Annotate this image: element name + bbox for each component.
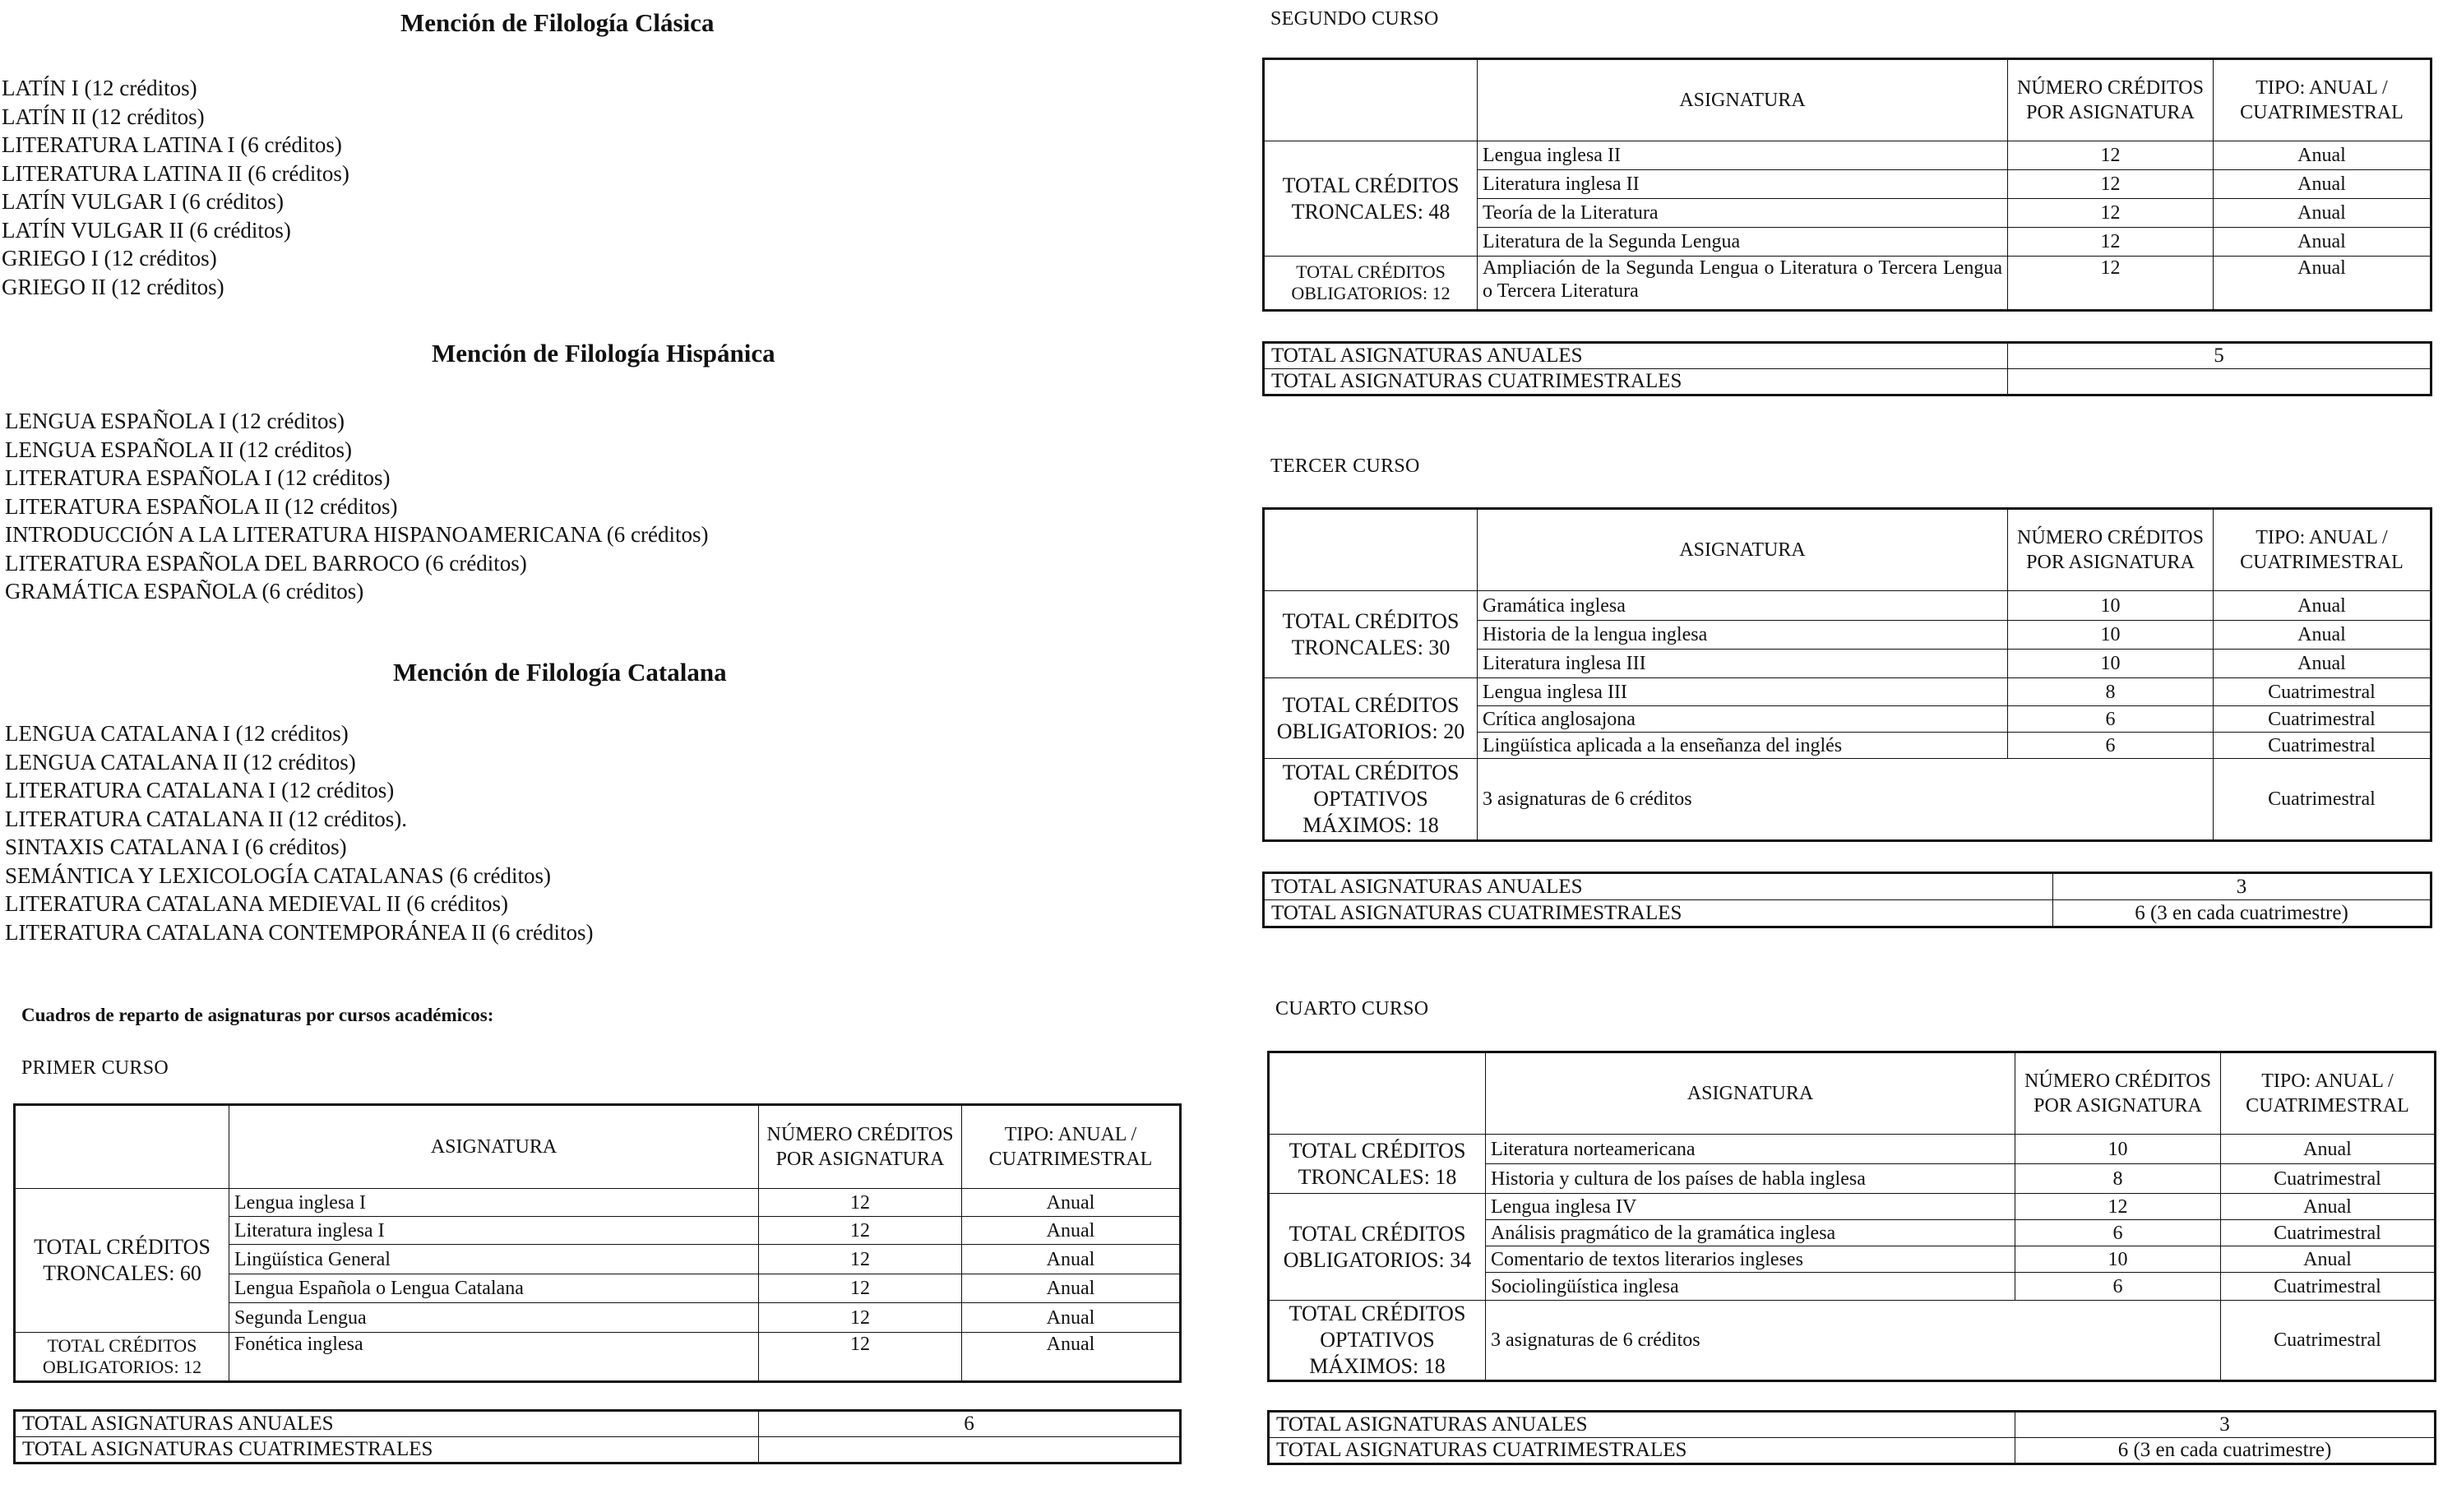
mention-title-hispanica: Mención de Filología Hispánica <box>432 339 775 368</box>
list-item: LENGUA ESPAÑOLA I (12 créditos) <box>5 409 345 433</box>
list-item: LITERATURA CATALANA CONTEMPORÁNEA II (6 créditos) <box>5 919 594 945</box>
totals-value-semester <box>759 1437 1181 1463</box>
column-header-credits: NÚMERO CRÉDITOS POR ASIGNATURA <box>759 1105 962 1189</box>
column-header-type: TIPO: ANUAL / CUATRIMESTRAL <box>2214 509 2431 591</box>
list-item: LENGUA ESPAÑOLA II (12 créditos) <box>5 437 352 462</box>
credits-cell: 10 <box>2015 1135 2221 1164</box>
column-header-type: TIPO: ANUAL / CUATRIMESTRAL <box>2221 1052 2436 1135</box>
totals-value-semester <box>2008 369 2431 395</box>
subject-cell: Historia de la lengua inglesa <box>1478 621 2008 650</box>
distribution-heading: Cuadros de reparto de asignaturas por cursos académicos: <box>21 1005 494 1025</box>
credits-cell: 10 <box>2008 621 2214 650</box>
course-table-cuarto <box>1267 1051 2436 1382</box>
credits-cell: 12 <box>759 1245 962 1274</box>
totals-label-annual: TOTAL ASIGNATURAS ANUALES <box>1269 1412 2015 1438</box>
type-cell: Anual <box>2221 1246 2436 1273</box>
type-cell: Cuatrimestral <box>2221 1301 2436 1381</box>
subject-cell: Lengua Española o Lengua Catalana <box>229 1274 759 1303</box>
credits-cell: 12 <box>759 1189 962 1217</box>
type-cell: Anual <box>2221 1194 2436 1220</box>
course-table-segundo <box>1262 58 2432 312</box>
group-label-troncales: TOTAL CRÉDITOS TRONCALES: 30 <box>1264 591 1478 678</box>
totals-value-annual: 5 <box>2008 343 2431 369</box>
subject-cell: Teoría de la Literatura <box>1478 199 2008 228</box>
list-item: GRAMÁTICA ESPAÑOLA (6 créditos) <box>5 579 364 603</box>
column-header-subject: ASIGNATURA <box>229 1105 759 1189</box>
totals-label-annual: TOTAL ASIGNATURAS ANUALES <box>1264 873 2053 900</box>
totals-value-semester: 6 (3 en cada cuatrimestre) <box>2015 1438 2436 1464</box>
credits-cell: 10 <box>2008 650 2214 678</box>
subject-cell: Ampliación de la Segunda Lengua o Literatura o Tercera Lengua o Tercera Literatura <box>1478 257 2008 311</box>
type-cell: Anual <box>2214 141 2431 170</box>
list-item: LITERATURA ESPAÑOLA DEL BARROCO (6 créditos) <box>5 550 527 576</box>
list-item: GRIEGO I (12 créditos) <box>2 246 217 270</box>
list-item: LATÍN II (12 créditos) <box>2 104 205 129</box>
list-item: LITERATURA LATINA I (6 créditos) <box>2 132 342 157</box>
subject-cell: Literatura norteamericana <box>1486 1135 2015 1164</box>
totals-label-annual: TOTAL ASIGNATURAS ANUALES <box>15 1411 759 1437</box>
credits-cell: 12 <box>2015 1194 2221 1220</box>
type-cell: Anual <box>962 1189 1181 1217</box>
column-header-subject: ASIGNATURA <box>1478 59 2008 141</box>
type-cell: Anual <box>2221 1135 2436 1164</box>
table-header-row <box>1264 509 2431 591</box>
course-title-segundo: SEGUNDO CURSO <box>1270 8 1439 30</box>
table-corner-cell <box>1264 59 1478 141</box>
column-header-credits: NÚMERO CRÉDITOS POR ASIGNATURA <box>2008 509 2214 591</box>
column-header-subject: ASIGNATURA <box>1486 1052 2015 1135</box>
subject-cell: Comentario de textos literarios ingleses <box>1486 1246 2015 1273</box>
type-cell: Anual <box>962 1333 1181 1382</box>
type-cell: Anual <box>2214 621 2431 650</box>
type-cell: Anual <box>2214 199 2431 228</box>
list-item: GRIEGO II (12 créditos) <box>2 274 224 299</box>
type-cell: Anual <box>2214 170 2431 199</box>
credits-cell: 8 <box>2008 678 2214 706</box>
totals-table-cuarto <box>1267 1410 2436 1465</box>
group-label-obligatorios: TOTAL CRÉDITOS OBLIGATORIOS: 12 <box>1264 257 1478 311</box>
table-row <box>1269 1438 2436 1464</box>
group-label-troncales: TOTAL CRÉDITOS TRONCALES: 48 <box>1264 141 1478 257</box>
credits-cell: 12 <box>759 1303 962 1333</box>
group-label-obligatorios: TOTAL CRÉDITOS OBLIGATORIOS: 20 <box>1264 678 1478 759</box>
table-row <box>1264 759 2431 841</box>
type-cell: Anual <box>2214 591 2431 621</box>
course-title-tercer: TERCER CURSO <box>1270 455 1420 477</box>
credits-cell: 12 <box>2008 228 2214 257</box>
type-cell: Anual <box>962 1217 1181 1245</box>
list-item: LITERATURA ESPAÑOLA II (12 créditos) <box>5 493 398 519</box>
credits-cell: 12 <box>2008 170 2214 199</box>
mention-list-catalana <box>5 719 594 946</box>
group-label-obligatorios: TOTAL CRÉDITOS OBLIGATORIOS: 12 <box>15 1333 229 1382</box>
subject-cell: Gramática inglesa <box>1478 591 2008 621</box>
totals-value-semester: 6 (3 en cada cuatrimestre) <box>2053 900 2431 927</box>
table-row <box>1264 873 2431 900</box>
subject-cell: Crítica anglosajona <box>1478 706 2008 733</box>
subject-cell: Historia y cultura de los países de habla inglesa <box>1486 1164 2015 1194</box>
subject-cell: Literatura inglesa III <box>1478 650 2008 678</box>
type-cell: Cuatrimestral <box>2221 1220 2436 1246</box>
course-title-primer: PRIMER CURSO <box>21 1057 169 1079</box>
credits-cell: 6 <box>2015 1273 2221 1301</box>
column-header-type: TIPO: ANUAL / CUATRIMESTRAL <box>2214 59 2431 141</box>
type-cell: Cuatrimestral <box>2221 1164 2436 1194</box>
type-cell: Anual <box>2214 228 2431 257</box>
list-item: LITERATURA ESPAÑOLA I (12 créditos) <box>5 465 391 490</box>
credits-cell: 12 <box>2008 141 2214 170</box>
type-cell: Cuatrimestral <box>2214 733 2431 759</box>
optional-subjects-cell: 3 asignaturas de 6 créditos <box>1486 1301 2221 1381</box>
course-title-cuarto: CUARTO CURSO <box>1275 998 1429 1020</box>
type-cell: Cuatrimestral <box>2214 678 2431 706</box>
mention-title-catalana: Mención de Filología Catalana <box>393 658 727 687</box>
type-cell: Cuatrimestral <box>2221 1273 2436 1301</box>
table-row <box>1264 591 2431 621</box>
table-corner-cell <box>1264 509 1478 591</box>
credits-cell: 12 <box>2008 257 2214 311</box>
list-item: LITERATURA CATALANA MEDIEVAL II (6 créditos) <box>5 891 509 916</box>
subject-cell: Sociolingüística inglesa <box>1486 1273 2015 1301</box>
group-label-optativos: TOTAL CRÉDITOS OPTATIVOS MÁXIMOS: 18 <box>1269 1301 1486 1381</box>
course-table-tercer <box>1262 507 2432 842</box>
subject-cell: Lengua inglesa III <box>1478 678 2008 706</box>
credits-cell: 6 <box>2008 733 2214 759</box>
course-table-primer <box>13 1103 1182 1383</box>
list-item: LATÍN VULGAR I (6 créditos) <box>2 189 284 214</box>
type-cell: Anual <box>962 1274 1181 1303</box>
table-row <box>1269 1135 2436 1164</box>
list-item: SINTAXIS CATALANA I (6 créditos) <box>5 835 347 859</box>
credits-cell: 8 <box>2015 1164 2221 1194</box>
table-header-row <box>1264 59 2431 141</box>
credits-cell: 10 <box>2015 1246 2221 1273</box>
subject-cell: Lengua inglesa I <box>229 1189 759 1217</box>
type-cell: Anual <box>2214 257 2431 311</box>
subject-cell: Literatura inglesa I <box>229 1217 759 1245</box>
subject-cell: Segunda Lengua <box>229 1303 759 1333</box>
list-item: LITERATURA LATINA II (6 créditos) <box>2 160 349 186</box>
totals-value-annual: 3 <box>2015 1412 2436 1438</box>
mention-title-clasica: Mención de Filología Clásica <box>400 8 715 37</box>
totals-label-semester: TOTAL ASIGNATURAS CUATRIMESTRALES <box>1264 369 2008 395</box>
table-header-row <box>1269 1052 2436 1135</box>
credits-cell: 12 <box>759 1274 962 1303</box>
totals-table-segundo <box>1262 341 2432 396</box>
type-cell: Anual <box>962 1303 1181 1333</box>
column-header-credits: NÚMERO CRÉDITOS POR ASIGNATURA <box>2015 1052 2221 1135</box>
subject-cell: Lingüística aplicada a la enseñanza del inglés <box>1478 733 2008 759</box>
totals-table-tercer <box>1262 872 2432 928</box>
totals-label-semester: TOTAL ASIGNATURAS CUATRIMESTRALES <box>1269 1438 2015 1464</box>
table-row <box>15 1189 1181 1217</box>
list-item: LENGUA CATALANA II (12 créditos) <box>5 749 356 774</box>
type-cell: Cuatrimestral <box>2214 706 2431 733</box>
subject-cell: Fonética inglesa <box>229 1333 759 1382</box>
table-row <box>1269 1194 2436 1220</box>
table-row <box>15 1333 1181 1382</box>
subject-cell: Literatura de la Segunda Lengua <box>1478 228 2008 257</box>
type-cell: Anual <box>2214 650 2431 678</box>
subject-cell: Análisis pragmático de la gramática inglesa <box>1486 1220 2015 1246</box>
subject-cell: Literatura inglesa II <box>1478 170 2008 199</box>
table-row <box>1264 900 2431 927</box>
totals-table-primer <box>13 1409 1182 1464</box>
subject-cell: Lengua inglesa IV <box>1486 1194 2015 1220</box>
credits-cell: 12 <box>2008 199 2214 228</box>
list-item: LENGUA CATALANA I (12 créditos) <box>5 721 349 746</box>
table-row <box>1264 369 2431 395</box>
type-cell: Anual <box>962 1245 1181 1274</box>
table-corner-cell <box>1269 1052 1486 1135</box>
totals-label-semester: TOTAL ASIGNATURAS CUATRIMESTRALES <box>15 1437 759 1463</box>
totals-value-annual: 3 <box>2053 873 2431 900</box>
table-header-row <box>15 1105 1181 1189</box>
type-cell: Cuatrimestral <box>2214 759 2431 841</box>
subject-cell: Lingüística General <box>229 1245 759 1274</box>
optional-subjects-cell: 3 asignaturas de 6 créditos <box>1478 759 2214 841</box>
subject-cell: Lengua inglesa II <box>1478 141 2008 170</box>
group-label-troncales: TOTAL CRÉDITOS TRONCALES: 60 <box>15 1189 229 1333</box>
list-item: LATÍN VULGAR II (6 créditos) <box>2 217 291 243</box>
table-row <box>1264 343 2431 369</box>
list-item: LITERATURA CATALANA I (12 créditos) <box>5 778 395 802</box>
totals-label-annual: TOTAL ASIGNATURAS ANUALES <box>1264 343 2008 369</box>
column-header-subject: ASIGNATURA <box>1478 509 2008 591</box>
table-corner-cell <box>15 1105 229 1189</box>
totals-value-annual: 6 <box>759 1411 1181 1437</box>
table-row <box>1264 257 2431 311</box>
table-row <box>1264 141 2431 170</box>
list-item: INTRODUCCIÓN A LA LITERATURA HISPANOAMERICANA (6 créditos) <box>5 522 709 547</box>
group-label-optativos: TOTAL CRÉDITOS OPTATIVOS MÁXIMOS: 18 <box>1264 759 1478 841</box>
table-row <box>15 1437 1181 1463</box>
group-label-obligatorios: TOTAL CRÉDITOS OBLIGATORIOS: 34 <box>1269 1194 1486 1301</box>
list-item: LATÍN I (12 créditos) <box>2 76 197 100</box>
list-item: SEMÁNTICA Y LEXICOLOGÍA CATALANAS (6 créditos) <box>5 862 552 888</box>
credits-cell: 6 <box>2015 1220 2221 1246</box>
credits-cell: 12 <box>759 1217 962 1245</box>
group-label-troncales: TOTAL CRÉDITOS TRONCALES: 18 <box>1269 1135 1486 1194</box>
table-row <box>1264 678 2431 706</box>
credits-cell: 10 <box>2008 591 2214 621</box>
list-item: LITERATURA CATALANA II (12 créditos). <box>5 806 408 831</box>
credits-cell: 6 <box>2008 706 2214 733</box>
totals-label-semester: TOTAL ASIGNATURAS CUATRIMESTRALES <box>1264 900 2053 927</box>
column-header-credits: NÚMERO CRÉDITOS POR ASIGNATURA <box>2008 59 2214 141</box>
credits-cell: 12 <box>759 1333 962 1382</box>
mention-list-clasica <box>2 74 349 301</box>
table-row <box>1269 1301 2436 1381</box>
table-row <box>1269 1412 2436 1438</box>
column-header-type: TIPO: ANUAL / CUATRIMESTRAL <box>962 1105 1181 1189</box>
table-row <box>15 1411 1181 1437</box>
mention-list-hispanica <box>5 407 709 606</box>
